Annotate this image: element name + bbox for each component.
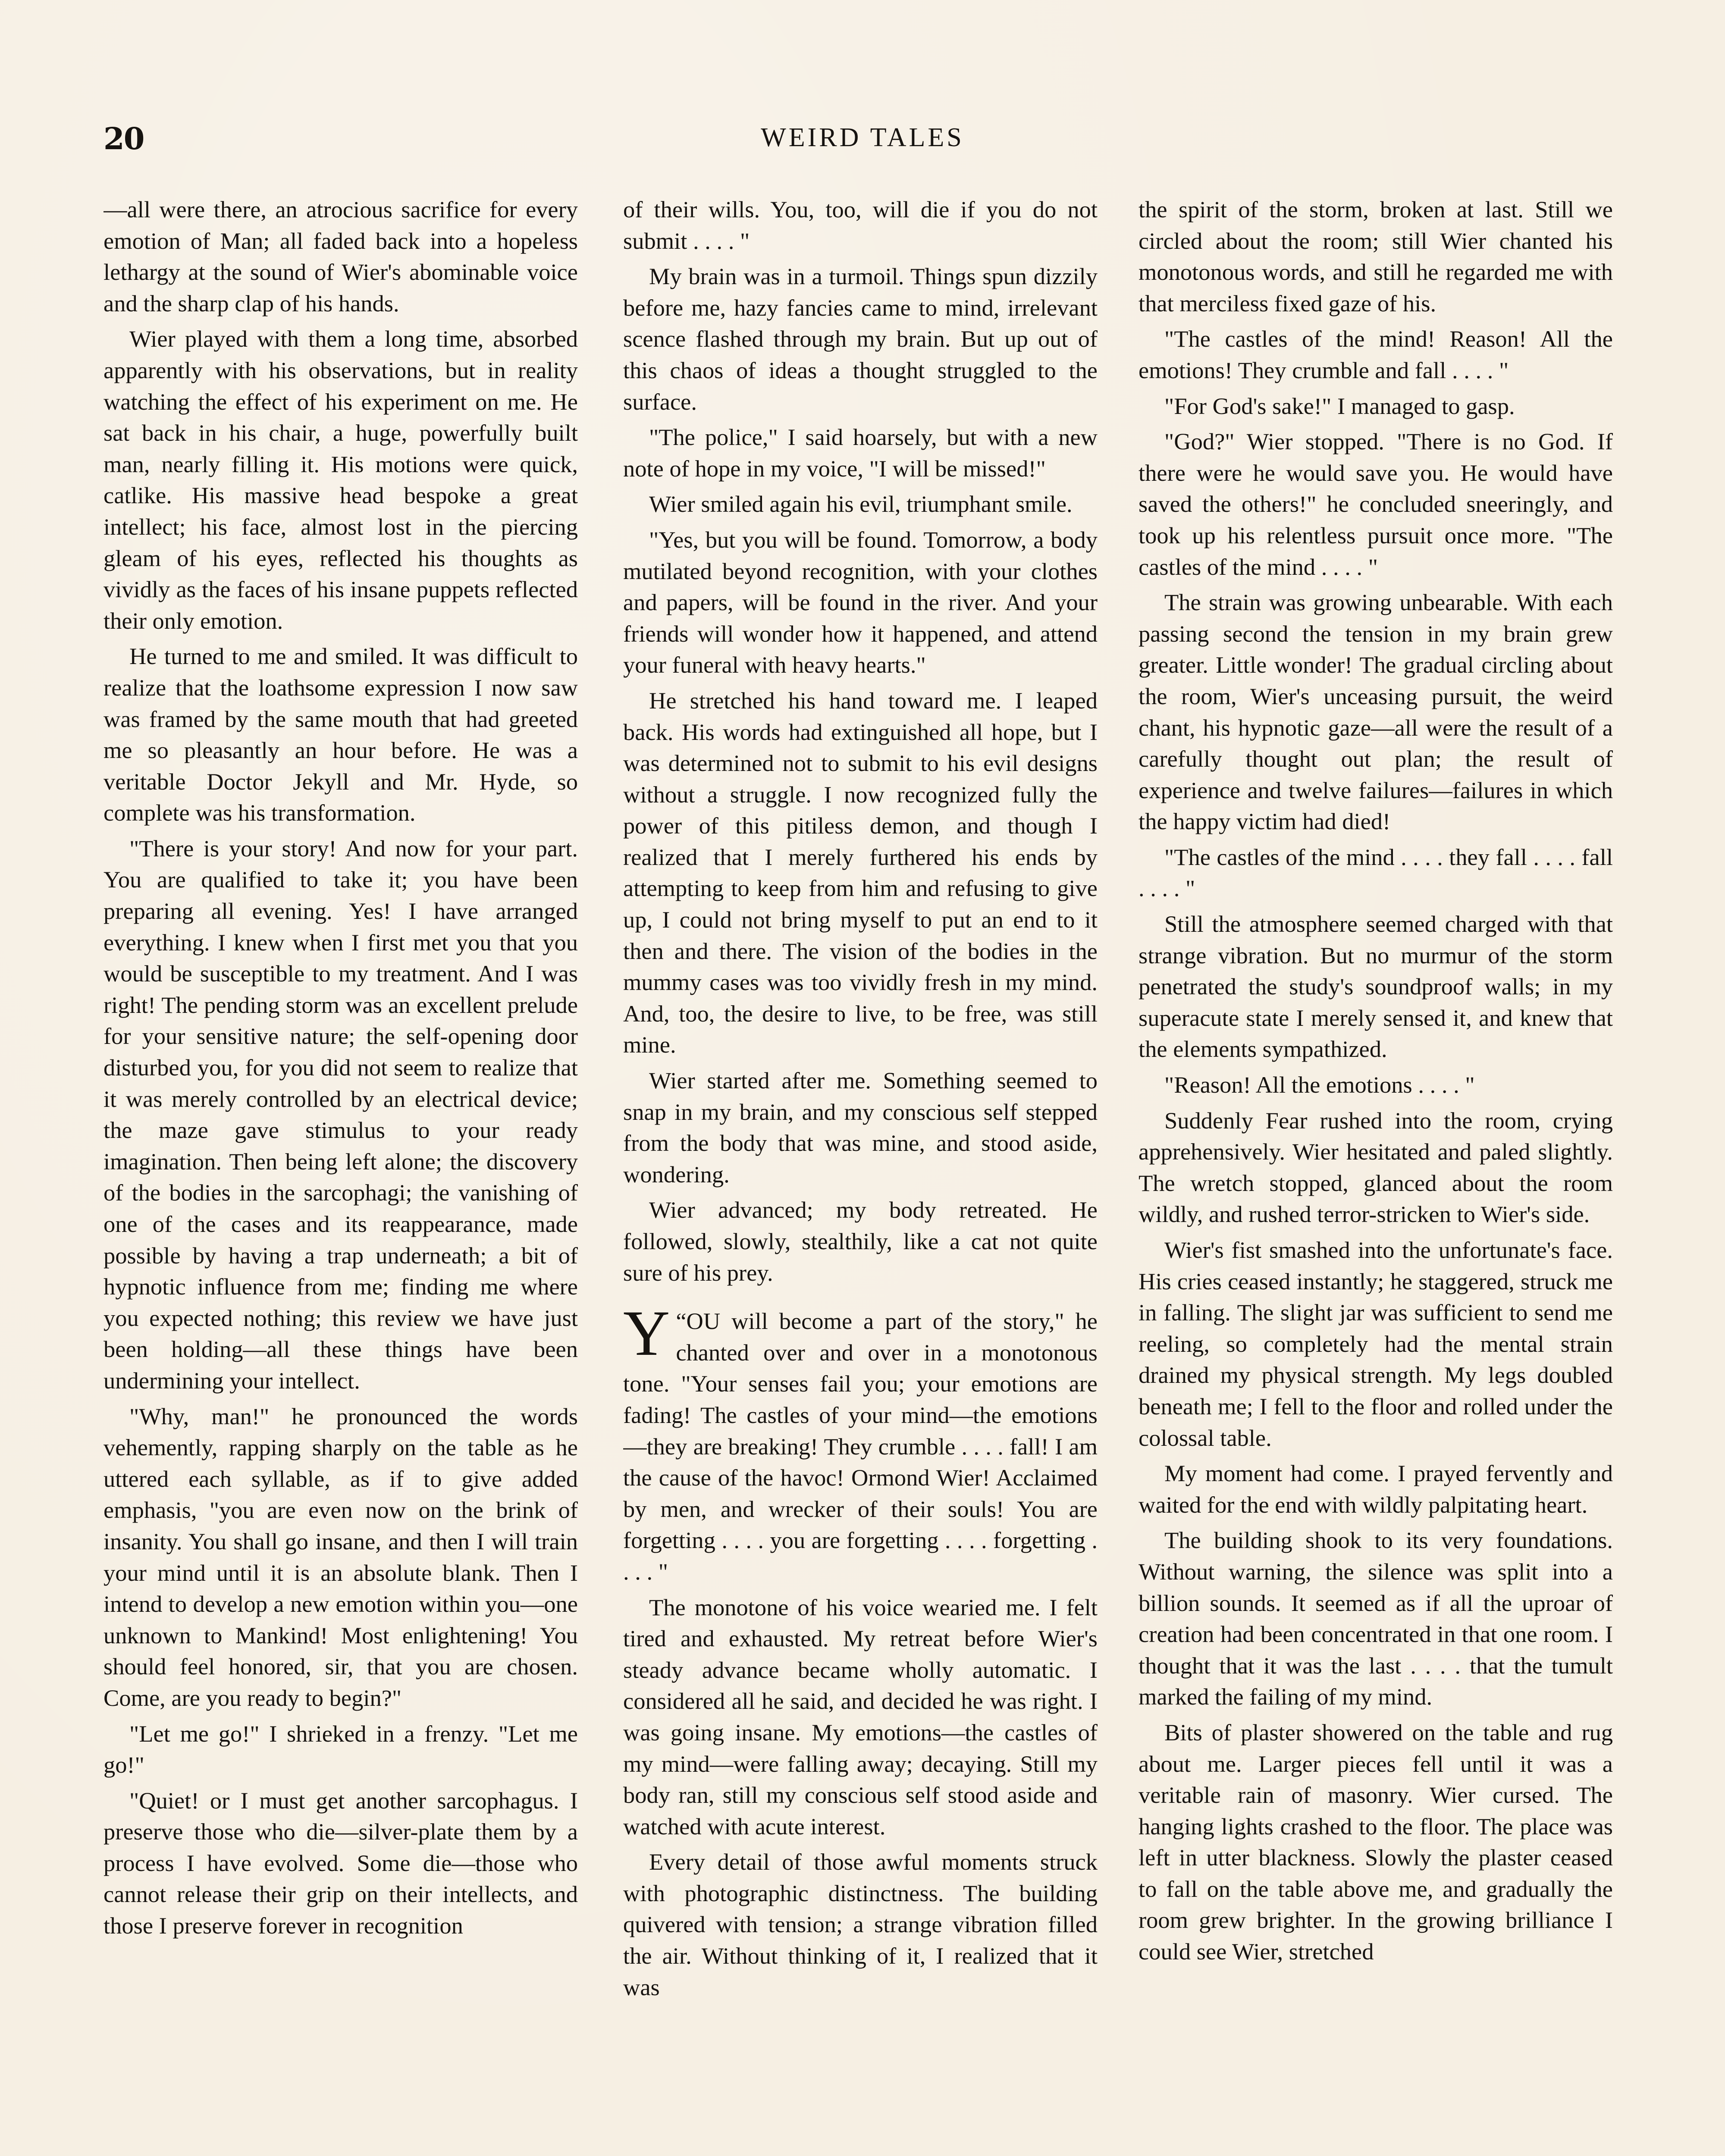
paragraph: "Yes, but you will be found. Tomorrow, a body mutilated beyond recognition, with your clothes and papers, will be found in the river. And your friends will wonder how it happened, and attend your funeral with heavy hearts." <box>623 526 1098 678</box>
text-column-2 <box>623 194 1098 2156</box>
paragraph: Still the atmosphere seemed charged with that strange vibration. But no murmur of the storm penetrated the study's soundproof walls; in my superacute state I merely sensed it, and knew that the elements sympathized. <box>1138 911 1613 1062</box>
section-opening-paragraph <box>623 1297 1098 1587</box>
page-number: 20 <box>104 121 144 157</box>
paragraph: "Quiet! or I must get another sarcophagus. I preserve those who die—silver-plate them by a process I have evolved. Some die—those who cannot release their grip on their intellects, and those I preserve forever in recognition <box>104 1787 578 1939</box>
paragraph: "The castles of the mind! Reason! All the emotions! They crumble and fall . . . . " <box>1138 326 1613 383</box>
paragraph: Suddenly Fear rushed into the room, crying apprehensively. Wier hesitated and paled slightly. The wretch stopped, glanced about the room wildly, and rushed terror-stricken to Wier's side. <box>1138 1107 1613 1228</box>
paragraph: —all were there, an atrocious sacrifice for every emotion of Man; all faded back into a hopeless lethargy at the sound of Wier's abominable voice and the sharp clap of his hands. <box>104 196 578 317</box>
paragraph: Wier smiled again his evil, triumphant smile. <box>649 491 1073 517</box>
paragraph: "The castles of the mind . . . . they fall . . . . fall . . . . " <box>1138 843 1613 902</box>
paragraph: My brain was in a turmoil. Things spun dizzily before me, hazy fancies came to mind, irrelevant scence flashed through my brain. But up out of this chaos of ideas a thought struggled to the surface. <box>623 263 1098 415</box>
paragraph: the spirit of the storm, broken at last. Still we circled about the room; still Wier chanted his monotonous words, and still he regarded me with that merciless fixed gaze of his. <box>1138 196 1613 317</box>
paragraph: "Reason! All the emotions . . . . " <box>1164 1072 1475 1098</box>
running-title: WEIRD TALES <box>761 123 964 152</box>
drop-cap-letter: Y <box>623 1297 670 1369</box>
paragraph: The strain was growing unbearable. With each passing second the tension in my brain grew greater. Little wonder! The gradual circling about the room, Wier's unceasing pursuit, the weird chant, his hypnotic gaze—all were the result of a carefully thought out plan; the result of experience and twelve failures—failures in which the happy victim had died! <box>1138 589 1613 835</box>
paragraph: The monotone of his voice wearied me. I felt tired and exhausted. My retreat before Wier's steady advance became wholly automatic. I considered all he said, and decided he was right. I was going insane. My emotions—the castles of my mind—were falling away; decaying. Still my body ran, still my conscious self stood aside and watched with acute interest. <box>623 1594 1098 1839</box>
text-column-3 <box>1138 194 1613 2156</box>
paragraph: My moment had come. I prayed fervently and waited for the end with wildly palpitating heart. <box>1138 1460 1613 1518</box>
paragraph: He stretched his hand toward me. I leaped back. His words had extinguished all hope, but I was determined not to submit to his evil designs without a struggle. I now recognized fully the power of this pitiless demon, and though I realized that I merely furthered his ends by attempting to keep from him and refusing to give up, I could not bring myself to put an end to it then and there. The vision of the bodies in the mummy cases was too vividly fresh in my mind. And, too, the desire to live, to be free, was still mine. <box>623 687 1098 1058</box>
paragraph: Every detail of those awful moments struck with photographic distinctness. The building quivered with tension; a strange vibration filled the air. Without thinking of it, I realized that it was <box>623 1849 1098 2000</box>
paragraph: Wier played with them a long time, absorbed apparently with his observations, but in reality watching the effect of his experiment on me. He sat back in his chair, a huge, powerfully built man, nearly filling it. His motions were quick, catlike. His massive head bespoke a great intellect; his face, almost lost in the piercing gleam of his eyes, reflected his thoughts as vividly as the faces of his insane puppets reflected their only emotion. <box>104 326 578 634</box>
paragraph: "God?" Wier stopped. "There is no God. If there were he would save you. He would have saved the others!" he concluded sneeringly, and took up his relentless pursuit once more. "The castles of the mind . . . . " <box>1138 428 1613 580</box>
paragraph: of their wills. You, too, will die if you do not submit . . . . " <box>623 196 1098 254</box>
paragraph: He turned to me and smiled. It was difficult to realize that the loathsome expression I now saw was framed by the same mouth that had greeted me so pleasantly an hour before. He was a veritable Doctor Jekyll and Mr. Hyde, so complete was his transformation. <box>104 643 578 826</box>
drop-cap-paragraph-text: OU will become a part of the story," he chanted over and over in a monotonous tone. "Your senses fail you; your emotions are fading! The castles of your mind—the emotions—they are breaking! They crumble . . . . fall! I am the cause of the havoc! Ormond Wier! Acclaimed by men, and wrecker of their souls! You are forgetting . . . . you are forgetting . . . . forgetting . . . . " <box>623 1308 1098 1585</box>
paragraph: "There is your story! And now for your part. You are qualified to take it; you have been preparing all evening. Yes! I have arranged everything. I knew when I first met you that you would be susceptible to my treatment. And I was right! The pending storm was an excellent prelude for your sensitive nature; the self-opening door disturbed you, for you did not seem to realize that it was merely controlled by an electrical device; the maze gave stimulus to your ready imagination. Then being left alone; the discovery of the bodies in the sarcophagi; the vanishing of one of the cases and its reappearance, made possible by having a trap underneath; a bit of hypnotic influence from me; finding me where you expected nothing; this review we have just been holding—all these things have been undermining your intellect. <box>104 835 578 1394</box>
paragraph: Wier started after me. Something seemed to snap in my brain, and my conscious self stepped from the body that was mine, and stood aside, wondering. <box>623 1067 1098 1188</box>
paragraph: Wier's fist smashed into the unfortunate's face. His cries ceased instantly; he staggered, struck me in falling. The slight jar was sufficient to send me reeling, so completely had the mental strain drained my physical strength. My legs doubled beneath me; I fell to the floor and rolled under the colossal table. <box>1138 1237 1613 1451</box>
page-header <box>104 121 1622 177</box>
opening-quote: “ <box>676 1308 687 1335</box>
text-column-1 <box>104 194 578 2156</box>
paragraph: Wier advanced; my body retreated. He followed, slowly, stealthily, like a cat not quite sure of his prey. <box>623 1197 1098 1286</box>
paragraph: "For God's sake!" I managed to gasp. <box>1164 392 1515 419</box>
paragraph: "Why, man!" he pronounced the words vehemently, rapping sharply on the table as he uttered each syllable, as if to give added emphasis, "you are even now on the brink of insanity. You shall go insane, and then I will train your mind until it is an absolute blank. Then I intend to develop a new emotion within you—one unknown to Mankind! Most enlightening! You should feel honored, sir, that you are chosen. Come, are you ready to begin?" <box>104 1403 578 1711</box>
paragraph: The building shook to its very foundations. Without warning, the silence was split into a billion sounds. It seemed as if all the uproar of creation had been concentrated in that one room. I thought that it was the last . . . . that the tumult marked the failing of my mind. <box>1138 1527 1613 1710</box>
paragraph: "The police," I said hoarsely, but with a new note of hope in my voice, "I will be missed!" <box>623 424 1098 482</box>
paragraph: "Let me go!" I shrieked in a frenzy. "Let me go!" <box>104 1720 578 1778</box>
paragraph: Bits of plaster showered on the table and rug about me. Larger pieces fell until it was a veritable rain of masonry. Wier cursed. The hanging lights crashed to the floor. The place was left in utter blackness. Slowly the plaster ceased to fall on the table above me, and gradually the room grew brighter. In the growing brilliance I could see Wier, stretched <box>1138 1719 1613 1965</box>
